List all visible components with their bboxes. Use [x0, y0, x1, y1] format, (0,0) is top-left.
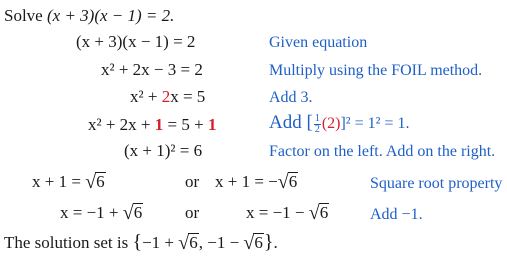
- open-brace: {: [132, 231, 143, 253]
- solve-step-right: [246, 203, 329, 223]
- problem-label: Solve: [4, 6, 43, 25]
- step-3-part-a: x² +: [130, 87, 162, 106]
- solution-separator: ,: [198, 233, 208, 252]
- sqrt-step-left: [32, 172, 106, 192]
- step-3-highlight: 2: [161, 87, 171, 106]
- square-root-6-f: √6: [243, 232, 263, 254]
- step-5-equation: (x + 1)² = 6: [124, 141, 203, 160]
- solve-step-left: [60, 203, 143, 223]
- sqrt-step-or: or: [185, 172, 200, 191]
- square-root-6-e: √6: [178, 232, 198, 254]
- step-4-note-suffix: ]² = 1² = 1.: [340, 115, 410, 132]
- close-brace: }: [263, 231, 274, 253]
- problem-statement: [4, 6, 174, 26]
- step-4-note-highlight: (2): [321, 115, 341, 132]
- solution-text: The solution set is: [4, 233, 133, 252]
- step-4-note: [269, 113, 409, 135]
- fraction-denominator: 2: [314, 123, 320, 135]
- solve-step-note: Add −1.: [370, 206, 423, 223]
- solve-step-or: or: [185, 203, 200, 222]
- step-4-note-prefix: Add [: [269, 112, 313, 133]
- radicand: 6: [133, 203, 143, 222]
- fraction-numerator: 1: [314, 112, 320, 124]
- square-root-6-d: √6: [308, 202, 329, 224]
- step-4-part-b: = 5 +: [163, 115, 208, 134]
- step-equation-5: [124, 141, 202, 161]
- step-2-equation: x² + 2x − 3 = 2: [101, 60, 203, 79]
- solution-first-prefix: −1 +: [142, 233, 179, 252]
- step-2-note: Multiply using the FOIL method.: [269, 62, 483, 79]
- step-1-equation: (x + 3)(x − 1) = 2: [76, 32, 196, 51]
- solution-period: .: [273, 233, 278, 252]
- solve-left-prefix: x = −1 +: [60, 203, 123, 222]
- step-3-note: Add 3.: [269, 89, 313, 106]
- radicand: 6: [96, 172, 105, 191]
- radicand: 6: [288, 172, 298, 191]
- sqrt-right-prefix: x + 1 = −: [215, 172, 278, 191]
- step-4-highlight-1: 1: [154, 115, 164, 134]
- step-equation-2: [101, 60, 203, 80]
- step-4-part-a: x² + 2x +: [88, 115, 155, 134]
- step-5-note: Factor on the left. Add on the right.: [269, 143, 496, 160]
- square-root-6-c: √6: [122, 202, 143, 224]
- radicand: 6: [319, 203, 329, 222]
- square-root-6-b: √6: [277, 171, 298, 193]
- sqrt-step-note: Square root property: [370, 175, 503, 192]
- step-1-note: Given equation: [269, 34, 368, 51]
- square-root-6-a: √6: [85, 171, 105, 193]
- radicand: 6: [254, 233, 263, 252]
- step-4-highlight-2: 1: [207, 115, 217, 134]
- problem-expression: (x + 3)(x − 1) = 2.: [46, 6, 175, 25]
- sqrt-step-right: [215, 172, 298, 192]
- step-equation-3: [130, 87, 205, 107]
- solution-second-prefix: −1 −: [207, 233, 244, 252]
- step-equation-4: [88, 115, 216, 135]
- sqrt-left-prefix: x + 1 =: [32, 172, 86, 191]
- step-3-part-b: x = 5: [170, 87, 206, 106]
- solution-statement: [4, 232, 278, 253]
- one-half-fraction: [314, 114, 321, 135]
- solve-right-prefix: x = −1 −: [246, 203, 309, 222]
- step-equation-1: [76, 32, 195, 52]
- radicand: 6: [189, 233, 198, 252]
